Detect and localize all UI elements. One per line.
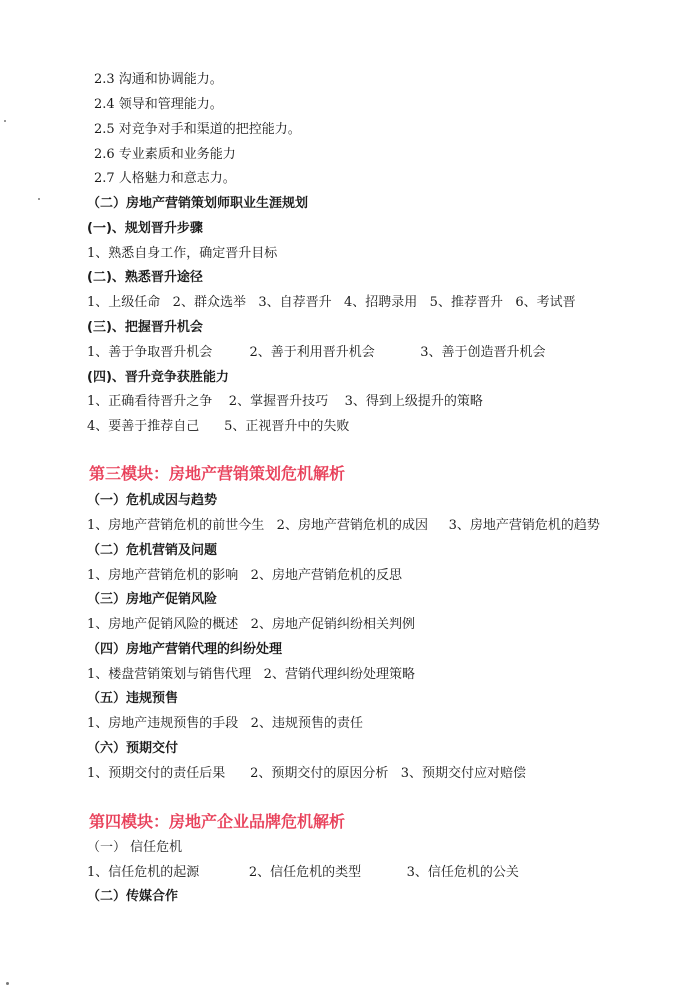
- list-item: 1、熟悉自身工作，确定晋升目标: [87, 246, 278, 261]
- section-heading: （二）房地产营销策划师职业生涯规划: [87, 196, 309, 211]
- list-item: 1、正确看待晋升之争 2、掌握晋升技巧 3、得到上级提升的策略: [87, 394, 483, 409]
- list-item: 1、房地产违规预售的手段 2、违规预售的责任: [87, 716, 363, 731]
- sub-heading: （一）危机成因与趋势: [87, 493, 218, 508]
- list-item: 1、善于争取晋升机会 2、善于利用晋升机会 3、善于创造晋升机会: [87, 345, 546, 360]
- list-item: 2.5 对竞争对手和渠道的把控能力。: [94, 122, 301, 137]
- sub-heading: （五）违规预售: [87, 691, 179, 706]
- module-heading: 第三模块：房地产营销策划危机解析: [89, 464, 346, 483]
- sub-heading: （一） 信任危机: [87, 840, 183, 855]
- sub-heading: (四)、晋升竞争获胜能力: [87, 370, 229, 385]
- list-item: 4、要善于推荐自己 5、正视晋升中的失败: [87, 419, 350, 434]
- list-item: 2.7 人格魅力和意志力。: [94, 171, 236, 186]
- list-item: 1、预期交付的责任后果 2、预期交付的原因分析 3、预期交付应对赔偿: [87, 766, 527, 781]
- sub-heading: （二）传媒合作: [87, 889, 179, 904]
- list-item: 1、上级任命 2、群众选举 3、自荐晋升 4、招聘录用 5、推荐晋升 6、考试晋: [87, 295, 576, 310]
- module-heading: 第四模块：房地产企业品牌危机解析: [89, 812, 346, 831]
- scan-speck: [4, 120, 6, 122]
- list-item: 2.3 沟通和协调能力。: [94, 72, 223, 87]
- list-item: 2.6 专业素质和业务能力: [94, 147, 236, 162]
- sub-heading: (一)、规划晋升步骤: [87, 221, 203, 236]
- list-item: 1、房地产营销危机的影响 2、房地产营销危机的反思: [87, 568, 402, 583]
- sub-heading: （二）危机营销及问题: [87, 543, 218, 558]
- scan-speck: [38, 198, 40, 200]
- sub-heading: (二)、熟悉晋升途径: [87, 270, 203, 285]
- sub-heading: （六）预期交付: [87, 741, 179, 756]
- list-item: 1、房地产营销危机的前世今生 2、房地产营销危机的成因 3、房地产营销危机的趋势: [87, 518, 600, 533]
- list-item: 2.4 领导和管理能力。: [94, 97, 223, 112]
- list-item: 1、房地产促销风险的概述 2、房地产促销纠纷相关判例: [87, 617, 415, 632]
- sub-heading: (三)、把握晋升机会: [87, 320, 203, 335]
- sub-heading: （三）房地产促销风险: [87, 592, 218, 607]
- scan-speck: [6, 982, 9, 985]
- list-item: 1、楼盘营销策划与销售代理 2、营销代理纠纷处理策略: [87, 667, 415, 682]
- sub-heading: （四）房地产营销代理的纠纷处理: [87, 642, 283, 657]
- list-item: 1、信任危机的起源 2、信任危机的类型 3、信任危机的公关: [87, 865, 519, 880]
